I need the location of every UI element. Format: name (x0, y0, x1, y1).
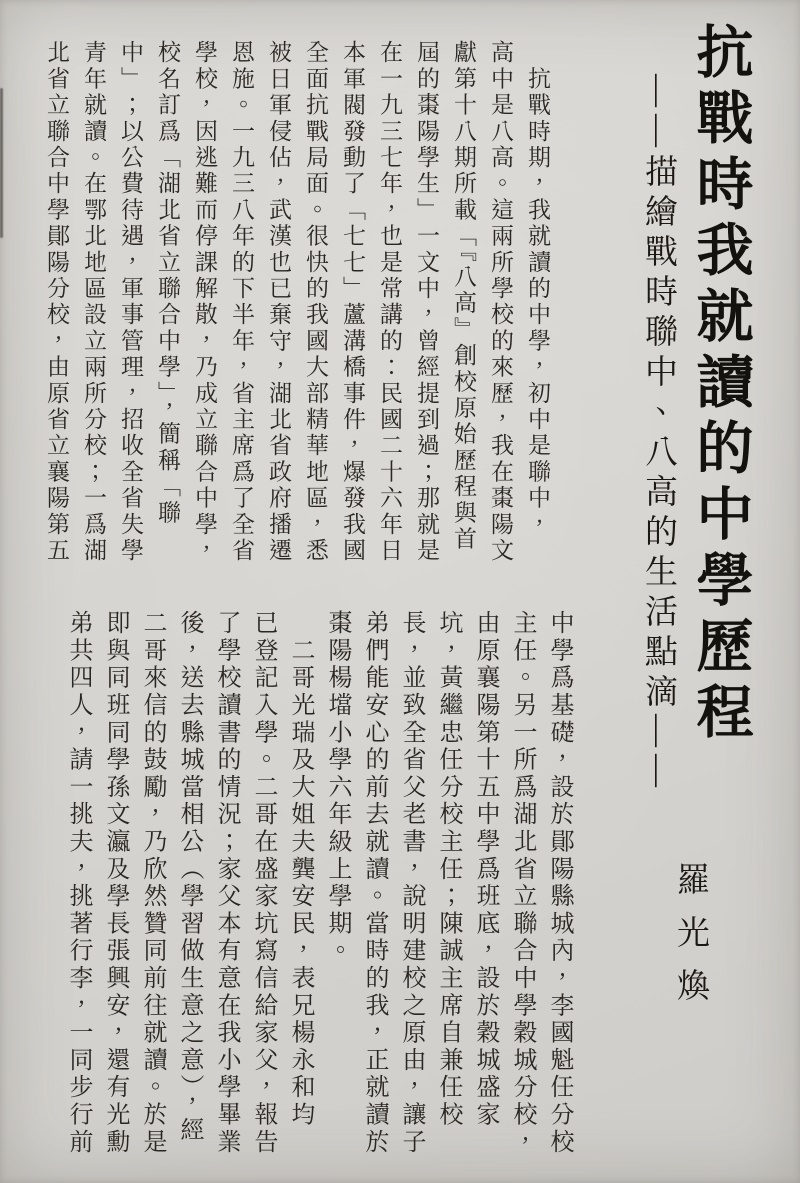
text-column: 學校，因逃難而停課解散，乃成立聯合中學， (192, 40, 217, 564)
text-column: 後，送去縣城當相公（學習做生意之意），經 (176, 610, 202, 1144)
text-column: 棗陽楊壋小學六年級上學期。 (324, 610, 350, 965)
text-column: 中學爲基礎，設於鄖陽縣城內，李國魁任分校 (546, 610, 572, 1156)
article-subtitle: ——描繪戰時聯中、八高的生活點滴—— (640, 74, 676, 794)
text-column: 屆的棗陽學生」一文中，曾經提到過；那就是 (414, 40, 439, 564)
text-column: 抗戰時期，我就讀的中學，初中是聯中， (525, 40, 550, 538)
article-body-part1 (38, 40, 556, 566)
text-column: 長，並致全省父老書，說明建校之原由，讓子 (398, 610, 424, 1156)
text-column: 恩施。一九三八年的下半年，省主席爲了全省 (229, 40, 254, 564)
text-column: 即與同班同學孫文瀛及學長張興安，還有光勳 (102, 610, 128, 1156)
text-column: 中」；以公費待遇，軍事管理，招收全省失學 (118, 40, 143, 564)
text-column: 已登記入學。二哥在盛家坑寫信給家父，報告 (250, 610, 276, 1156)
text-column: 本軍閥發動了「七七」蘆溝橋事件，爆發我國 (340, 40, 365, 564)
text-column: 在一九三七年，也是常講的：民國二十六年日 (377, 40, 402, 564)
text-column: 全面抗戰局面。很快的我國大部精華地區，悉 (303, 40, 328, 564)
text-column: 弟們能安心的前去就讀。當時的我，正就讀於 (361, 610, 387, 1156)
text-column: 高中是八高。這兩所學校的來歷，我在棗陽文 (488, 40, 513, 564)
article-title: 抗戰時我就讀的中學歷程 (688, 22, 751, 748)
text-column: 由原襄陽第十五中學爲班底，設於穀城盛家 (472, 610, 498, 1129)
text-column: 校名訂爲「湖北省立聯合中學」，簡稱「聯 (155, 40, 180, 527)
text-column: 主任。另一所爲湖北省立聯合中學穀城分校， (509, 610, 535, 1156)
text-column: 北省立聯合中學鄖陽分校，由原省立襄陽第五 (44, 40, 69, 564)
text-column: 弟共四人，請一挑夫，挑著行李，一同步行前 (65, 610, 91, 1156)
text-column: 二哥來信的鼓勵，乃欣然贊同前往就讀。於是 (139, 610, 165, 1156)
author-name: 羅光煥 (672, 862, 708, 1021)
article-body-part2 (59, 610, 577, 1158)
text-column: 了學校讀書的情況；家父本有意在我小學畢業 (213, 610, 239, 1156)
text-column: 二哥光瑞及大姐夫龔安民，表兄楊永和均 (287, 610, 313, 1129)
text-column: 青年就讀。在鄂北地區設立兩所分校；一爲湖 (81, 40, 106, 564)
scan-edge-artifact (0, 88, 3, 238)
text-column: 獻第十八期所載「『八高』創校原始歷程與首 (451, 40, 476, 553)
text-column: 被日軍侵佔，武漢也已棄守，湖北省政府播遷 (266, 40, 291, 564)
text-column: 坑，黃繼忠任分校主任；陳誠主席自兼任校 (435, 610, 461, 1129)
